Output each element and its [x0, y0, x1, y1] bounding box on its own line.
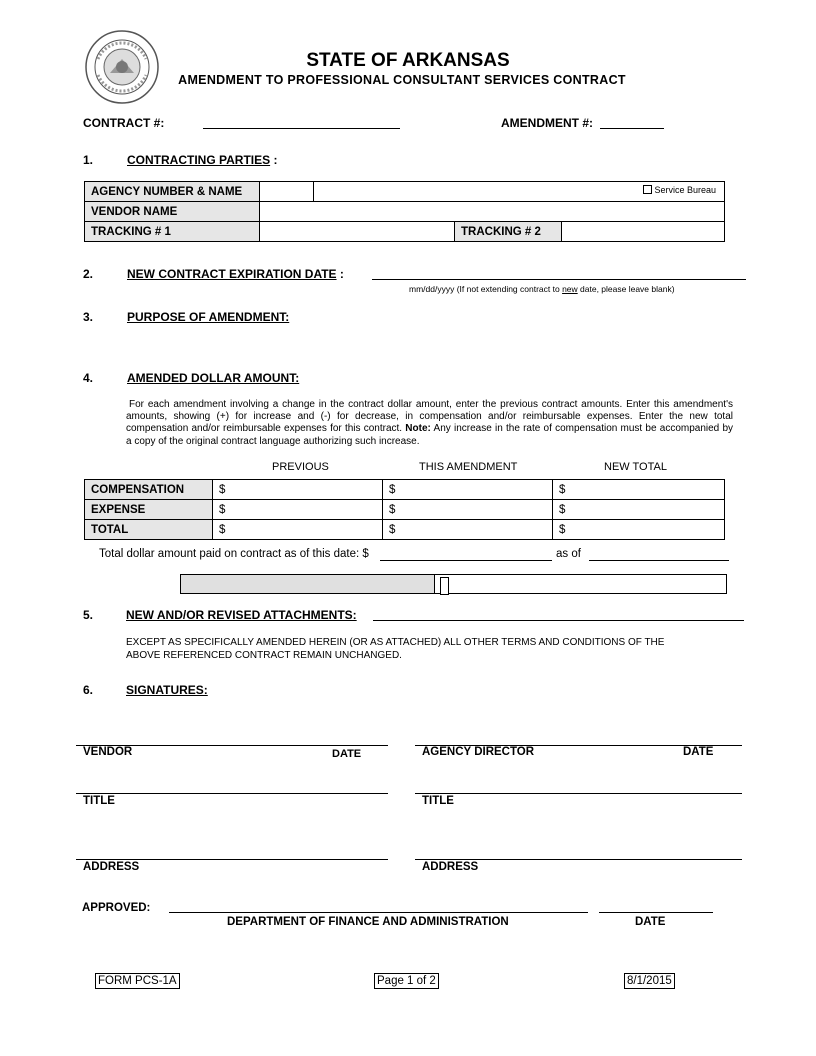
- vendor-label: VENDOR: [83, 746, 133, 758]
- agency-date-label: DATE: [683, 746, 714, 758]
- dfa-date-label: DATE: [635, 916, 666, 928]
- agency-address-line[interactable]: [415, 859, 742, 860]
- currency-symbol: $: [389, 483, 396, 496]
- col-previous-header: PREVIOUS: [272, 461, 329, 473]
- section4-title: AMENDED DOLLAR AMOUNT:: [127, 371, 300, 385]
- shaded-field-bar: [180, 574, 727, 594]
- expiration-date-note: [409, 284, 675, 294]
- form-control-handle[interactable]: [440, 577, 449, 595]
- vendor-name-field[interactable]: [260, 202, 725, 222]
- currency-symbol: $: [219, 503, 226, 516]
- contracting-parties-table: [84, 181, 725, 242]
- page-title: STATE OF ARKANSAS: [306, 50, 510, 71]
- currency-symbol: $: [389, 523, 396, 536]
- section6-title: SIGNATURES:: [126, 683, 208, 697]
- instructions-note-text: Any increase in the rate of compensation must be accompanied by a copy of the original contract language authorizing such increase.: [126, 423, 734, 447]
- section2-number: 2.: [83, 267, 94, 281]
- table-row: [85, 480, 725, 500]
- col-this-header: THIS AMENDMENT: [419, 461, 518, 473]
- currency-symbol: $: [559, 483, 566, 496]
- section1-number: 1.: [83, 153, 94, 167]
- tracking1-field[interactable]: [260, 222, 455, 242]
- table-row: [85, 222, 725, 242]
- amendment-number-field[interactable]: [600, 128, 664, 129]
- dfa-date-line[interactable]: [599, 912, 713, 913]
- instructions-text: For each amendment involving a change in the contract dollar amount, enter the previous contract amounts. Enter this amendment's amounts, showing (+) for increase and (-) for decrease, in compensation and/or reimbursable expenses. Enter the new total compensation and/or reimbursable expenses for this contract.: [126, 399, 733, 435]
- tracking2-label: TRACKING # 2: [455, 222, 562, 242]
- dfa-label: DEPARTMENT OF FINANCE AND ADMINISTRATION: [227, 916, 509, 928]
- section1-suffix: :: [273, 153, 278, 167]
- expense-this[interactable]: [383, 500, 553, 520]
- section3-number: 3.: [83, 310, 94, 324]
- tracking1-label: TRACKING # 1: [85, 222, 260, 242]
- section2-title: NEW CONTRACT EXPIRATION DATE: [127, 267, 337, 281]
- vendor-date-label: DATE: [332, 748, 362, 760]
- section1-title: CONTRACTING PARTIES: [127, 153, 271, 167]
- compensation-previous[interactable]: [213, 480, 383, 500]
- section4-number: 4.: [83, 371, 94, 385]
- dfa-signature-line[interactable]: [169, 912, 588, 913]
- service-bureau-option[interactable]: [643, 185, 716, 195]
- row-label: EXPENSE: [85, 500, 213, 520]
- agency-title-line[interactable]: [415, 793, 742, 794]
- dollar-amount-table: [84, 479, 725, 540]
- tracking2-field[interactable]: [562, 222, 725, 242]
- checkbox-icon[interactable]: [643, 185, 652, 194]
- vendor-title-label: TITLE: [83, 795, 115, 807]
- note-underlined: new: [562, 284, 578, 294]
- section2-heading: [127, 267, 344, 281]
- total-paid-field[interactable]: [380, 560, 552, 561]
- agency-director-label: AGENCY DIRECTOR: [422, 746, 535, 758]
- attachments-field[interactable]: [373, 620, 744, 621]
- approved-label: APPROVED:: [82, 902, 151, 914]
- currency-symbol: $: [219, 523, 226, 536]
- page-number-box: Page 1 of 2: [374, 973, 439, 989]
- section6-number: 6.: [83, 683, 94, 697]
- agency-name-field[interactable]: [314, 182, 725, 202]
- vendor-address-line[interactable]: [76, 859, 388, 860]
- agency-number-field[interactable]: [260, 182, 314, 202]
- amendment-label: AMENDMENT #:: [501, 116, 593, 130]
- agency-label: AGENCY NUMBER & NAME: [85, 182, 260, 202]
- form-date-box: 8/1/2015: [624, 973, 675, 989]
- dollar-amount-instructions: [126, 399, 733, 448]
- unchanged-terms-text: EXCEPT AS SPECIFICALLY AMENDED HEREIN (OR AS ATTACHED) ALL OTHER TERMS AND CONDITIONS OF THE ABOVE REFERENCED CONTRACT REMAIN UNCHANGED.: [126, 637, 665, 661]
- section3-title: PURPOSE OF AMENDMENT:: [127, 310, 290, 324]
- as-of-label: as of: [556, 548, 581, 560]
- shaded-segment: [181, 575, 435, 593]
- section1-heading: [127, 153, 277, 167]
- section5-number: 5.: [83, 608, 94, 622]
- expense-previous[interactable]: [213, 500, 383, 520]
- page-subtitle: AMENDMENT TO PROFESSIONAL CONSULTANT SERVICES CONTRACT: [178, 73, 626, 87]
- contract-number-field[interactable]: [203, 128, 400, 129]
- col-new-header: NEW TOTAL: [604, 461, 667, 473]
- as-of-date-field[interactable]: [589, 560, 729, 561]
- row-label: TOTAL: [85, 520, 213, 540]
- form-number-box: FORM PCS-1A: [95, 973, 180, 989]
- compensation-this[interactable]: [383, 480, 553, 500]
- vendor-name-label: VENDOR NAME: [85, 202, 260, 222]
- section5-title: NEW AND/OR REVISED ATTACHMENTS:: [126, 608, 357, 622]
- currency-symbol: $: [559, 523, 566, 536]
- table-row: [85, 520, 725, 540]
- vendor-title-line[interactable]: [76, 793, 388, 794]
- total-previous[interactable]: [213, 520, 383, 540]
- table-row: [85, 182, 725, 202]
- table-row: [85, 500, 725, 520]
- instructions-note-label: Note:: [405, 423, 431, 435]
- total-this[interactable]: [383, 520, 553, 540]
- agency-address-label: ADDRESS: [422, 861, 479, 873]
- note-suffix: date, please leave blank): [577, 284, 675, 294]
- total-new[interactable]: [553, 520, 725, 540]
- compensation-new[interactable]: [553, 480, 725, 500]
- agency-title-label: TITLE: [422, 795, 454, 807]
- contract-label: CONTRACT #:: [83, 116, 165, 130]
- expense-new[interactable]: [553, 500, 725, 520]
- currency-symbol: $: [389, 503, 396, 516]
- note-prefix: mm/dd/yyyy (If not extending contract to: [409, 284, 563, 294]
- currency-symbol: $: [219, 483, 226, 496]
- vendor-address-label: ADDRESS: [83, 861, 140, 873]
- service-bureau-label: Service Bureau: [654, 185, 716, 195]
- total-paid-label: Total dollar amount paid on contract as of this date: $: [99, 548, 369, 560]
- row-label: COMPENSATION: [85, 480, 213, 500]
- table-row: [85, 202, 725, 222]
- currency-symbol: $: [559, 503, 566, 516]
- expiration-date-field[interactable]: [372, 279, 746, 280]
- section2-suffix: :: [339, 267, 344, 281]
